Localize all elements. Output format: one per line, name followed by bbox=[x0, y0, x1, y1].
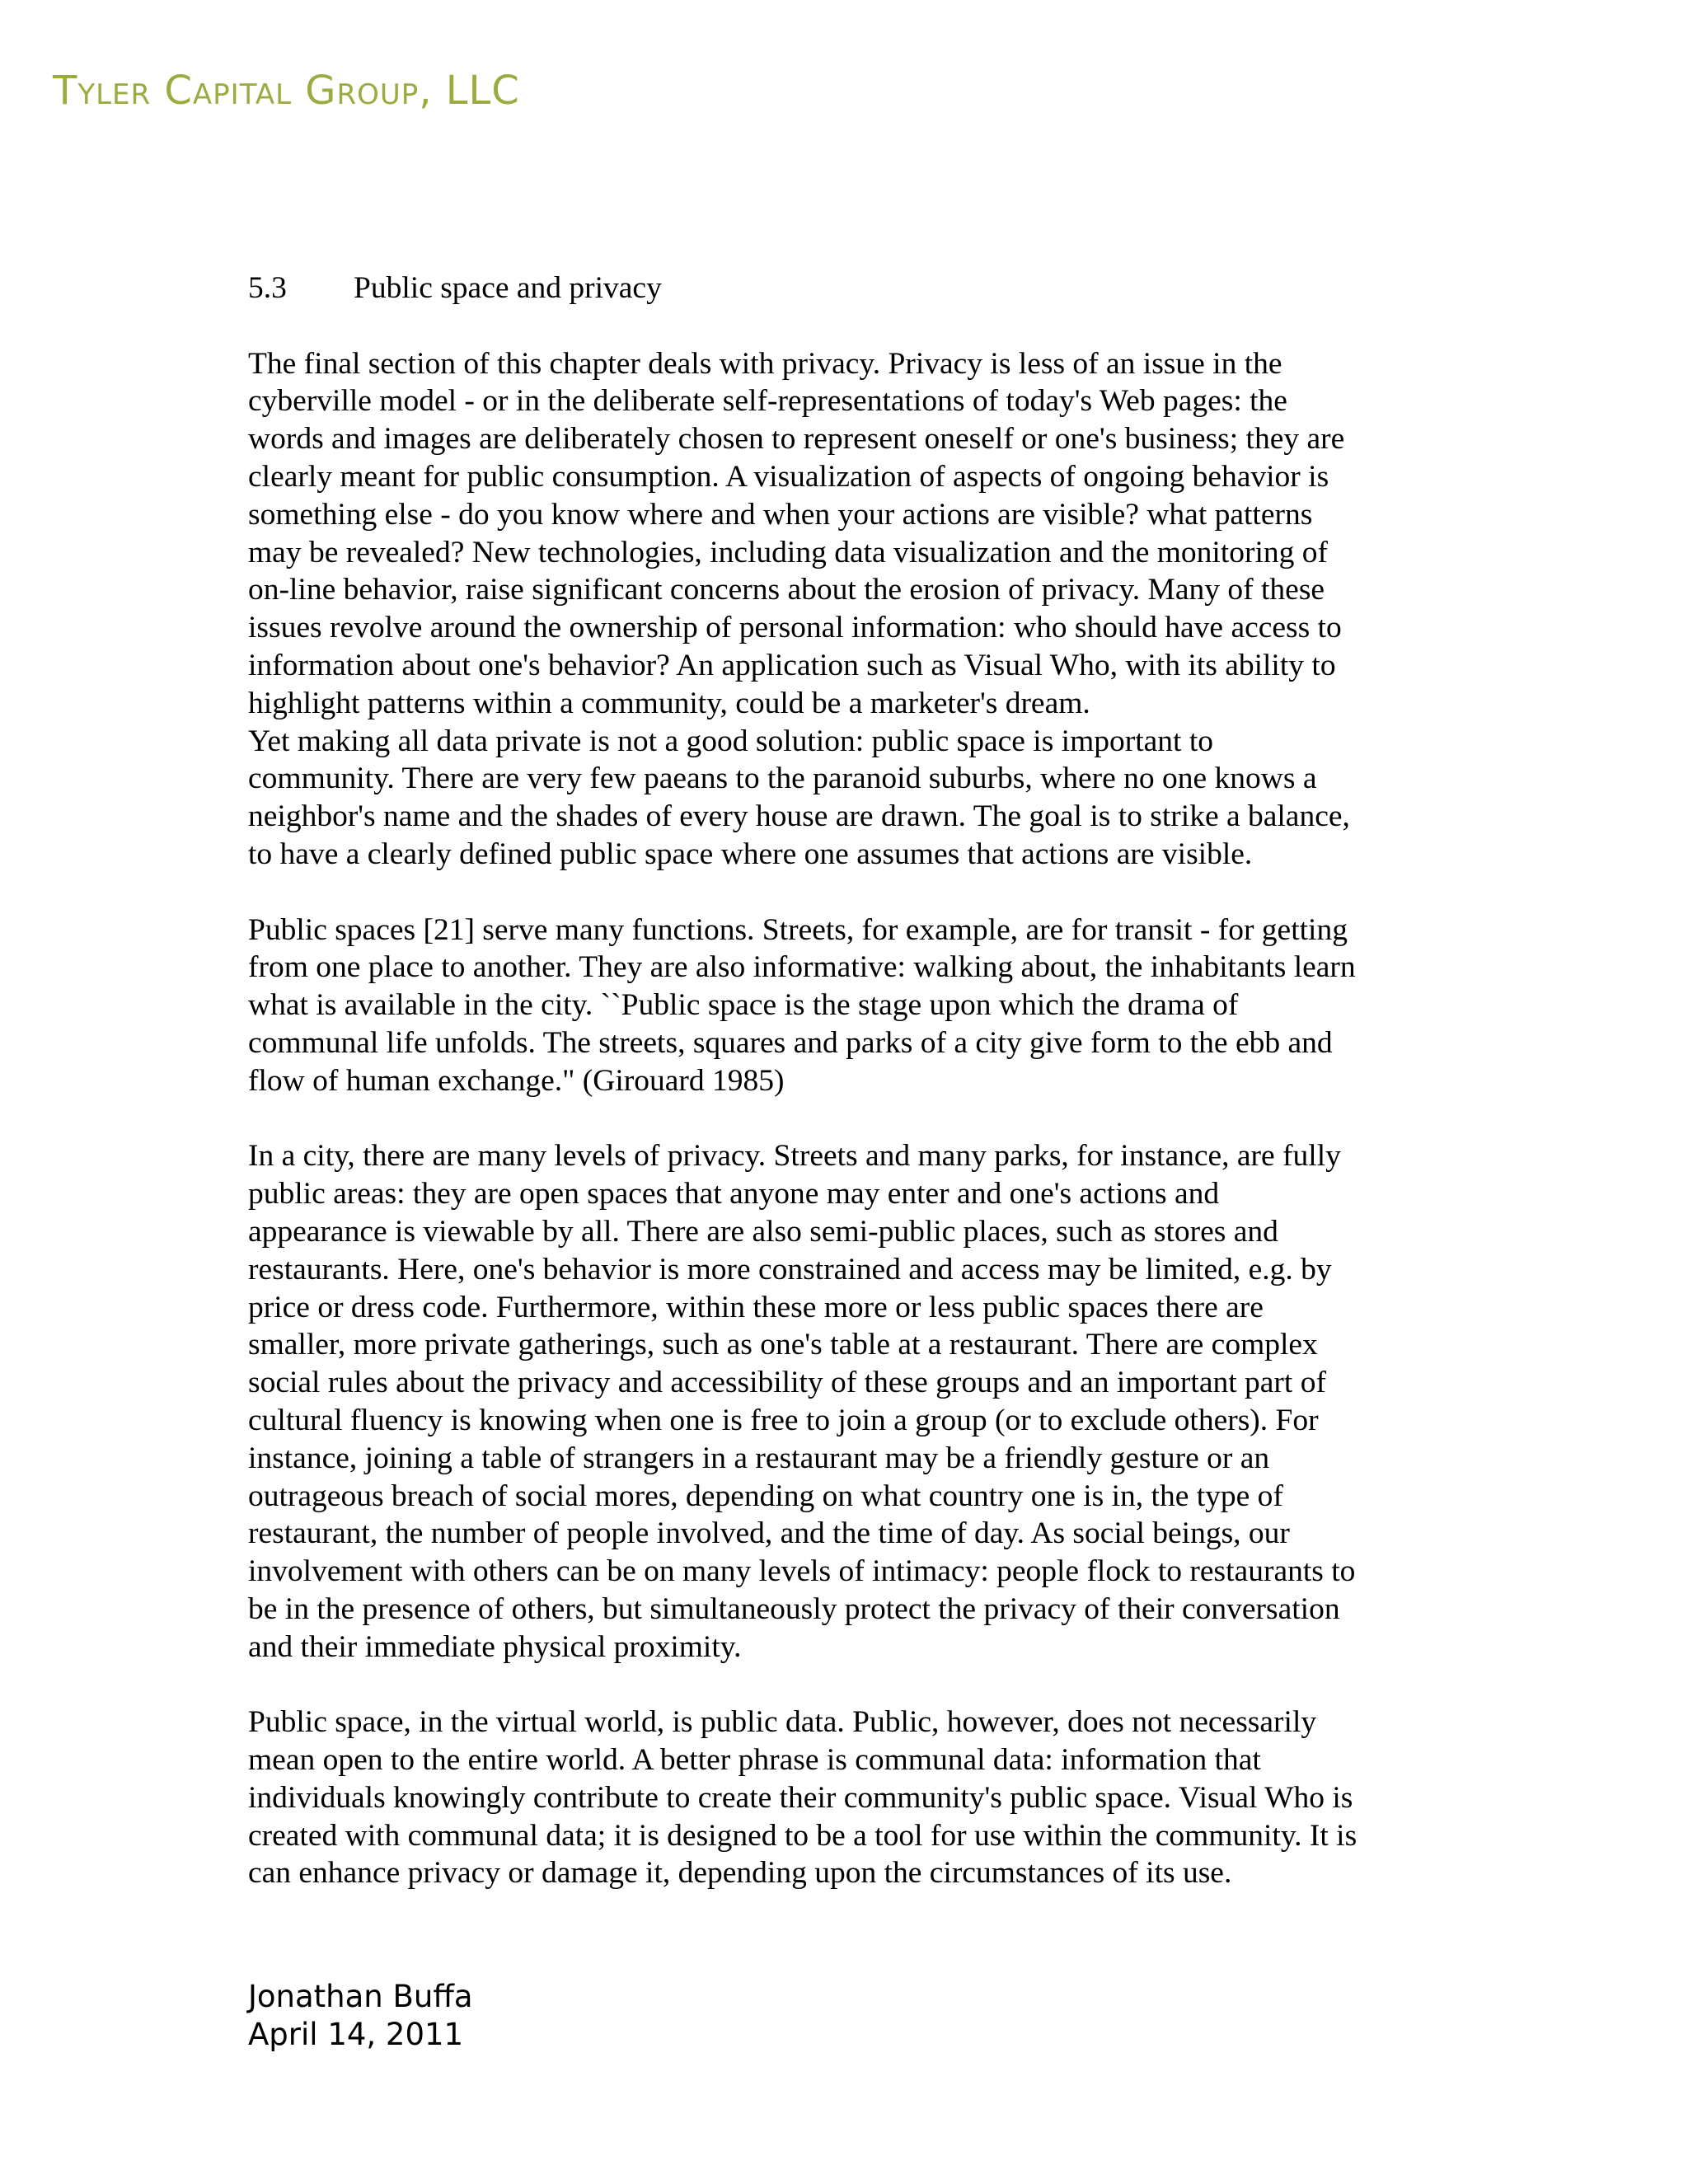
paragraph-spacer bbox=[248, 874, 1435, 912]
text-line: smaller, more private gatherings, such as one's table at a restaurant. There are complex bbox=[248, 1328, 1318, 1362]
paragraph-spacer bbox=[248, 1666, 1435, 1704]
author-name: Jonathan Buffa bbox=[248, 1979, 473, 2014]
paragraph bbox=[248, 1137, 1435, 1666]
paragraph bbox=[248, 1704, 1435, 1892]
text-line: what is available in the city. ``Public space is the stage upon which the drama of bbox=[248, 988, 1239, 1023]
paragraph bbox=[248, 345, 1435, 874]
text-line: words and images are deliberately chosen to represent oneself or one's business; they are bbox=[248, 422, 1345, 457]
text-line: may be revealed? New technologies, including data visualization and the monitoring of bbox=[248, 535, 1329, 569]
text-line: instance, joining a table of strangers in a restaurant may be a friendly gesture or an bbox=[248, 1441, 1270, 1475]
text-line: communal life unfolds. The streets, squares and parks of a city give form to the ebb and bbox=[248, 1025, 1333, 1060]
section-title: Public space and privacy bbox=[354, 271, 662, 305]
text-line: mean open to the entire world. A better phrase is communal data: information that bbox=[248, 1743, 1261, 1778]
text-line: appearance is viewable by all. There are also semi-public places, such as stores and bbox=[248, 1214, 1278, 1249]
text-line: restaurants. Here, one's behavior is more constrained and access may be limited, e.g. by bbox=[248, 1252, 1332, 1286]
text-line: individuals knowingly contribute to create their community's public space. Visual Who is bbox=[248, 1780, 1353, 1815]
section-heading bbox=[248, 269, 1435, 307]
text-line: involvement with others can be on many levels of intimacy: people flock to restaurants to bbox=[248, 1554, 1356, 1589]
paragraph bbox=[248, 912, 1435, 1100]
text-line: cultural fluency is knowing when one is free to join a group (or to exclude others). For bbox=[248, 1403, 1319, 1437]
signature-date: April 14, 2011 bbox=[248, 2017, 464, 2052]
text-line: can enhance privacy or damage it, depending upon the circumstances of its use. bbox=[248, 1856, 1232, 1891]
text-line: highlight patterns within a community, could be a marketer's dream. bbox=[248, 686, 1090, 720]
text-line: issues revolve around the ownership of personal information: who should have access to bbox=[248, 611, 1342, 645]
text-line: from one place to another. They are also informative: walking about, the inhabitants learn bbox=[248, 950, 1356, 985]
text-line: The final section of this chapter deals with privacy. Privacy is less of an issue in the bbox=[248, 346, 1282, 381]
text-line: to have a clearly defined public space where one assumes that actions are visible. bbox=[248, 837, 1253, 871]
text-line: information about one's behavior? An application such as Visual Who, with its ability to bbox=[248, 648, 1336, 682]
document-body bbox=[248, 269, 1435, 1892]
paragraph-container bbox=[248, 345, 1435, 1893]
text-line: outrageous breach of social mores, depending on what country one is in, the type of bbox=[248, 1479, 1283, 1513]
signature-block bbox=[248, 1978, 473, 2054]
paragraph-spacer bbox=[248, 1100, 1435, 1138]
text-line: Yet making all data private is not a good solution: public space is important to bbox=[248, 724, 1214, 758]
letterhead-company-name: Tyler Capital Group, LLC bbox=[53, 68, 520, 114]
text-line: and their immediate physical proximity. bbox=[248, 1629, 742, 1664]
text-line: community. There are very few paeans to the paranoid suburbs, where no one knows a bbox=[248, 762, 1317, 796]
text-line: neighbor's name and the shades of every house are drawn. The goal is to strike a balance, bbox=[248, 799, 1350, 834]
text-line: In a city, there are many levels of privacy. Streets and many parks, for instance, are fully bbox=[248, 1139, 1341, 1174]
text-line: restaurant, the number of people involved, and the time of day. As social beings, our bbox=[248, 1516, 1290, 1551]
text-line: created with communal data; it is designed to be a tool for use within the community. It is bbox=[248, 1818, 1357, 1853]
text-line: something else - do you know where and when your actions are visible? what patterns bbox=[248, 497, 1313, 532]
section-number: 5.3 bbox=[248, 271, 287, 305]
text-line: be in the presence of others, but simultaneously protect the privacy of their conversation bbox=[248, 1591, 1340, 1626]
text-line: clearly meant for public consumption. A visualization of aspects of ongoing behavior is bbox=[248, 459, 1329, 494]
text-line: Public space, in the virtual world, is public data. Public, however, does not necessarily bbox=[248, 1705, 1317, 1740]
text-line: public areas: they are open spaces that anyone may enter and one's actions and bbox=[248, 1177, 1220, 1212]
text-line: on-line behavior, raise significant concerns about the erosion of privacy. Many of these bbox=[248, 573, 1325, 607]
text-line: flow of human exchange." (Girouard 1985) bbox=[248, 1063, 785, 1098]
text-line: price or dress code. Furthermore, within these more or less public spaces there are bbox=[248, 1290, 1264, 1324]
text-line: Public spaces [21] serve many functions. Streets, for example, are for transit - for getting bbox=[248, 912, 1348, 947]
text-line: social rules about the privacy and accessibility of these groups and an important part of bbox=[248, 1366, 1326, 1400]
text-line: cyberville model - or in the deliberate self-representations of today's Web pages: the bbox=[248, 384, 1287, 419]
